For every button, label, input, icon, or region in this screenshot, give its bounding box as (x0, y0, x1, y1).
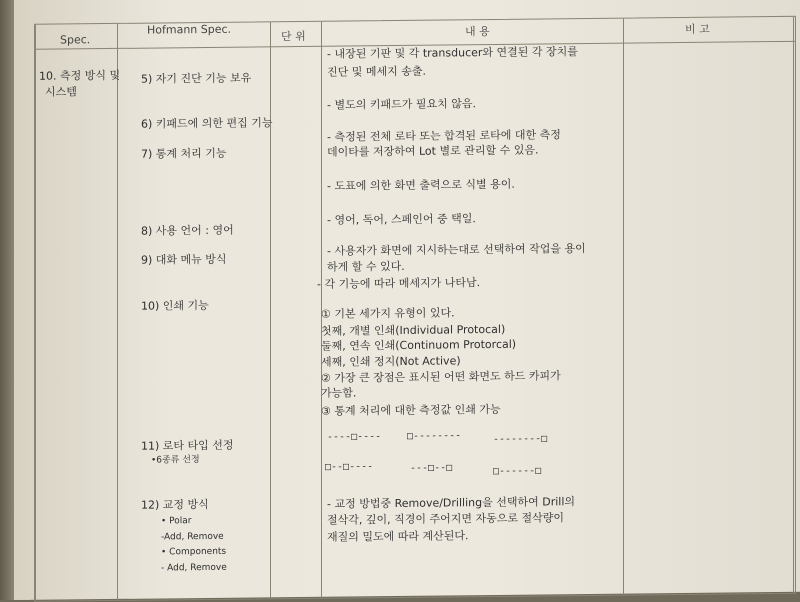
spec-item-11-sub: •6종류 선정 (151, 455, 200, 466)
rotor-pattern: ---□--□ (410, 462, 453, 474)
spec-item-12-sub-add-remove-2: - Add, Remove (161, 562, 227, 574)
rotor-pattern: --------□ (493, 433, 548, 445)
rotor-pattern: □-------- (407, 430, 462, 442)
spec-table (34, 16, 796, 602)
spec-item-6: 6) 키패드에 의한 편집 기능 (141, 116, 273, 131)
rotor-pattern: ----□---- (327, 431, 382, 443)
content-line: ③ 통계 처리에 대한 측정값 인쇄 가능 (321, 402, 501, 418)
content-line: - 사용자가 화면에 지시하는대로 선택하여 작업을 용이 (327, 242, 586, 258)
content-line: - 별도의 키패드가 필요치 않음. (327, 97, 476, 112)
spec-item-10: 10) 인쇄 기능 (141, 298, 209, 313)
content-line: - 각 기능에 따라 메세지가 나타남. (317, 276, 481, 291)
content-line: 가능함. (321, 386, 357, 400)
content-line: 데이타를 저장하여 Lot 별로 관리할 수 있음. (327, 143, 539, 159)
header-spec: Spec. (60, 33, 91, 47)
content-line: 진단 및 메세지 송출. (327, 64, 426, 79)
content-line: 첫째, 개별 인쇄(Individual Protocal) (321, 322, 506, 338)
content-line: 둘째, 연속 인쇄(Continuom Protorcal) (321, 337, 517, 353)
content-line: - 내장된 기판 및 각 transducer와 연결된 각 장치를 (327, 45, 578, 61)
spec-item-7: 7) 통계 처리 기능 (141, 146, 227, 161)
content-line: 하게 할 수 있다. (327, 259, 405, 274)
header-remark: 비 고 (685, 22, 710, 36)
content-line: ② 가장 큰 장점은 표시된 어떤 화면도 하드 카피가 (321, 369, 561, 385)
header-content: 내 용 (465, 25, 490, 39)
section-title-2: 시스템 (45, 85, 77, 99)
spec-item-11: 11) 로타 타입 선정 (141, 438, 234, 453)
spec-item-12: 12) 교정 방식 (141, 497, 209, 512)
content-line: - 도표에 의한 화면 출력으로 식별 용이. (327, 177, 515, 193)
spec-item-8: 8) 사용 언어 : 영어 (141, 223, 234, 238)
rotor-pattern: □------□ (493, 465, 542, 477)
content-line: ① 기본 세가지 유형이 있다. (321, 306, 455, 321)
content-line: 절삭각, 깊이, 직경이 주어지면 자동으로 절삭량이 (327, 511, 564, 527)
section-title-1: 10. 측정 방식 및 (39, 68, 121, 83)
spec-item-12-sub-add-remove-1: -Add, Remove (161, 531, 224, 543)
content-line: 재질의 밀도에 따라 계산된다. (327, 529, 469, 544)
content-line: - 영어, 독어, 스페인어 중 택일. (327, 212, 476, 227)
document-page (14, 0, 800, 600)
spec-item-12-sub-components: • Components (161, 546, 227, 558)
content-line: - 교정 방법중 Remove/Drilling을 선택하여 Drill의 (327, 495, 576, 511)
rotor-pattern: □--□---- (325, 461, 374, 473)
content-line: 세째, 인쇄 정지(Not Active) (321, 354, 461, 369)
spec-item-9: 9) 대화 메뉴 방식 (141, 252, 227, 267)
header-unit: 단 위 (281, 29, 306, 44)
spec-item-5: 5) 자기 진단 기능 보유 (141, 71, 252, 86)
content-line: - 측정된 전체 로타 또는 합격된 로타에 대한 측정 (327, 128, 561, 144)
spec-item-12-sub-polar: • Polar (161, 516, 192, 527)
header-hofmann-spec: Hofmann Spec. (147, 22, 232, 37)
